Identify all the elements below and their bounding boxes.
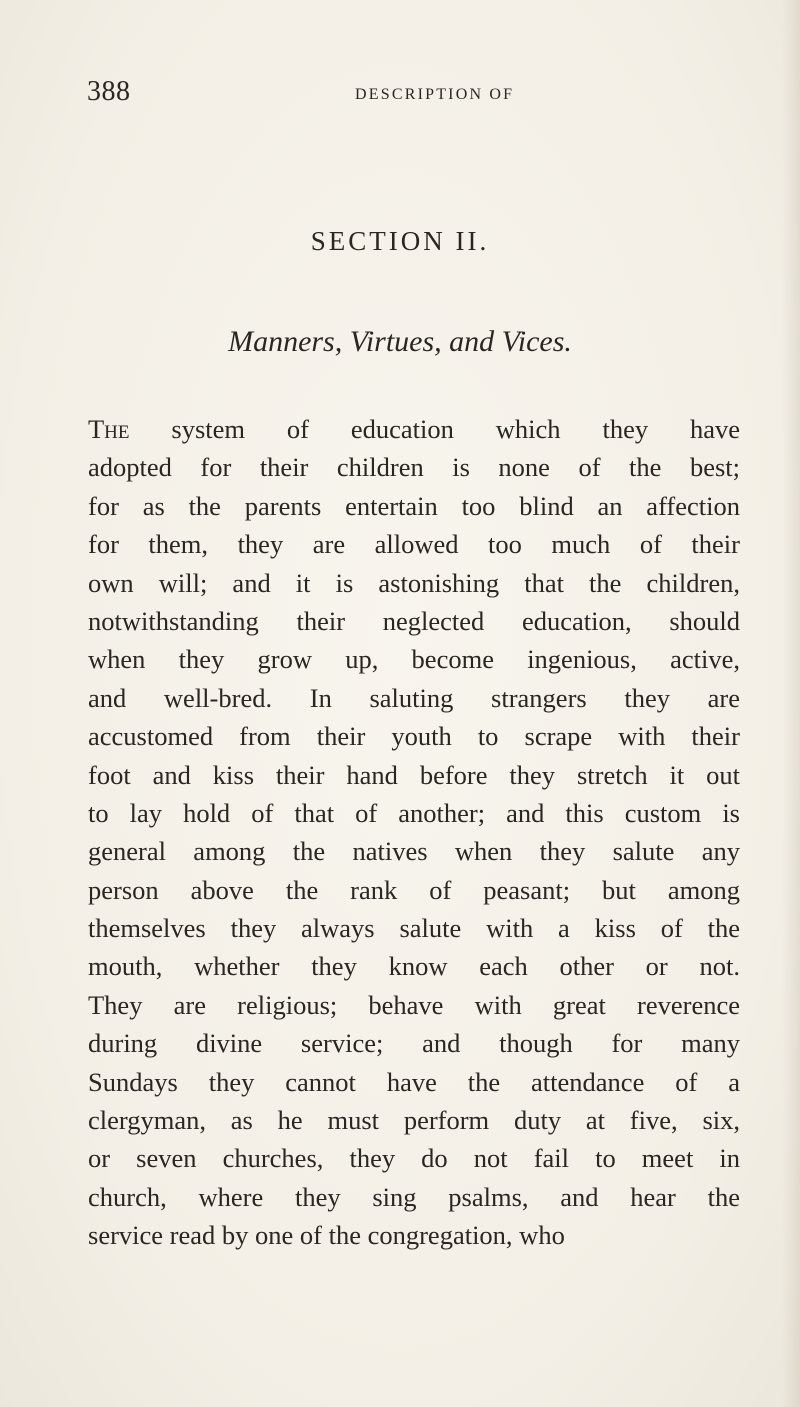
opening-word: The xyxy=(88,414,130,444)
running-head xyxy=(0,76,800,116)
body-line: clergyman, as he must perform duty at five, six, xyxy=(88,1105,740,1136)
body-line: themselves they always salute with a kiss of the xyxy=(88,913,740,944)
body-line: during divine service; and though for many xyxy=(88,1028,740,1059)
body-line xyxy=(88,410,740,448)
body-line: for as the parents entertain too blind an affection xyxy=(88,490,740,521)
body-line: mouth, whether they know each other or not. xyxy=(88,951,740,982)
body-line: or seven churches, they do not fail to meet in xyxy=(88,1143,740,1174)
body-line: general among the natives when they salute any xyxy=(88,836,740,867)
body-line: Sundays they cannot have the attendance of a xyxy=(88,1066,740,1097)
body-line: accustomed from their youth to scrape with their xyxy=(88,721,740,752)
running-title: DESCRIPTION OF xyxy=(355,86,515,103)
body-line: person above the rank of peasant; but among xyxy=(88,874,740,905)
page-number: 388 xyxy=(87,76,131,107)
body-line: for them, they are allowed too much of their xyxy=(88,529,740,560)
body-line: adopted for their children is none of the best; xyxy=(88,452,740,483)
page-edge-shadow xyxy=(782,0,800,1407)
body-line: to lay hold of that of another; and this custom is xyxy=(88,797,740,828)
body-line: and well-bred. In saluting strangers they are xyxy=(88,682,740,713)
body-line: service read by one of the congregation, who xyxy=(88,1220,565,1251)
body-line: church, where they sing psalms, and hear the xyxy=(88,1181,740,1212)
body-line: own will; and it is astonishing that the children, xyxy=(88,567,740,598)
body-line: notwithstanding their neglected education, should xyxy=(88,605,740,636)
section-subtitle: Manners, Virtues, and Vices. xyxy=(228,325,572,358)
section-heading: SECTION II. xyxy=(310,226,490,256)
body-line: when they grow up, become ingenious, active, xyxy=(88,644,740,675)
body-line: They are religious; behave with great reverence xyxy=(88,989,740,1020)
first-line-text: system of education which they have xyxy=(129,414,740,444)
body-paragraph xyxy=(88,410,740,1255)
body-line: foot and kiss their hand before they stretch it out xyxy=(88,759,740,790)
